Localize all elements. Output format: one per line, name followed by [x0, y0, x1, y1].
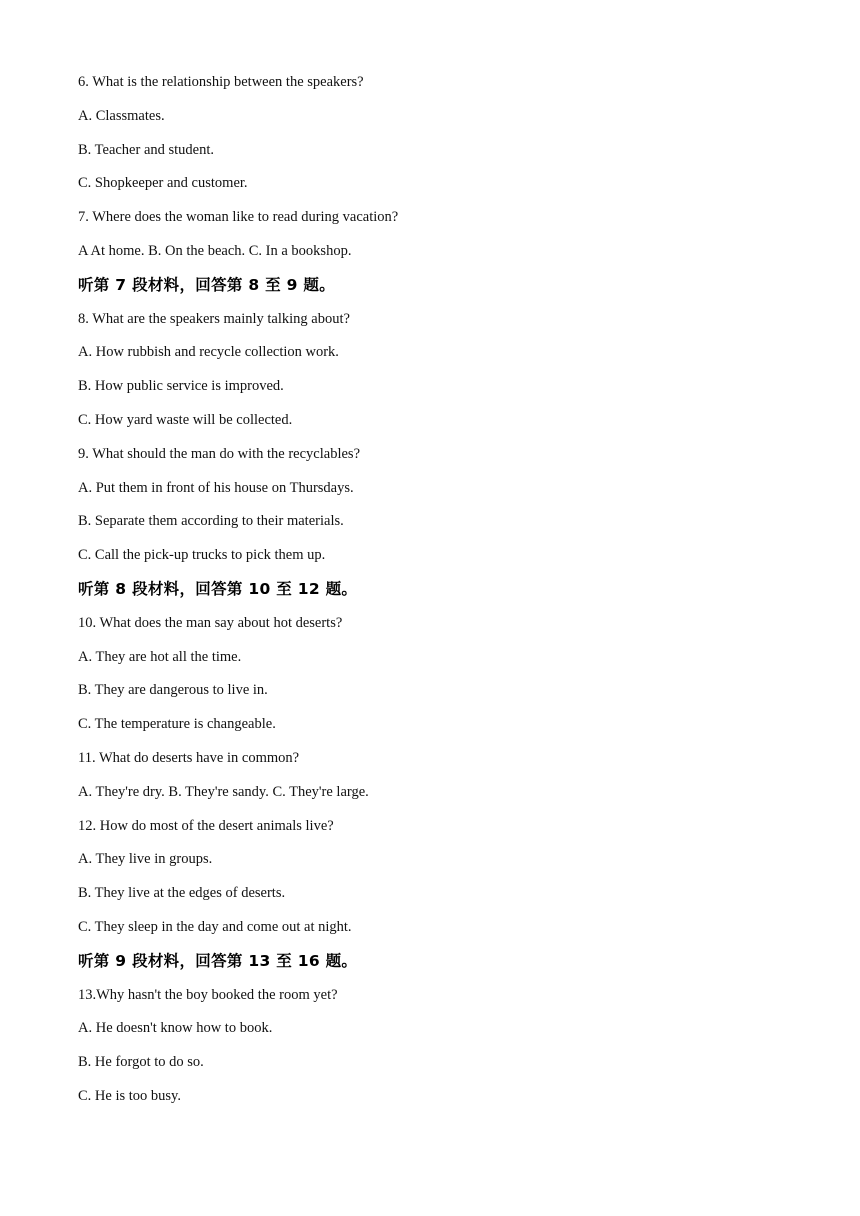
answer-option: C. Shopkeeper and customer. — [78, 175, 248, 192]
answer-option: C. Call the pick-up trucks to pick them up. — [78, 547, 326, 564]
answer-option: C. The temperature is changeable. — [78, 716, 276, 733]
question-text: 7. Where does the woman like to read during vacation? — [78, 209, 399, 226]
answer-option: C. He is too busy. — [78, 1087, 181, 1104]
answer-option: A. How rubbish and recycle collection work. — [78, 344, 339, 361]
answer-option: A. Classmates. — [78, 107, 165, 124]
question-text: 12. How do most of the desert animals live? — [78, 817, 334, 834]
answer-option: A. They live in groups. — [78, 851, 213, 868]
question-text: 10. What does the man say about hot deserts? — [78, 614, 343, 631]
question-text: 6. What is the relationship between the speakers? — [78, 74, 364, 90]
answer-option: B. How public service is improved. — [78, 378, 284, 395]
answer-option: C. How yard waste will be collected. — [78, 411, 293, 428]
answer-option: A. He doesn't know how to book. — [78, 1020, 273, 1037]
answer-options-inline: A At home. B. On the beach. C. In a bookshop. — [78, 242, 352, 259]
section-heading: 听第 7 段材料，回答第 8 至 9 题。 — [78, 275, 336, 294]
answer-option: B. They live at the edges of deserts. — [78, 885, 286, 902]
question-text: 11. What do deserts have in common? — [78, 749, 300, 766]
question-text: 9. What should the man do with the recyclables? — [78, 445, 360, 462]
answer-option: B. Teacher and student. — [78, 141, 215, 158]
answer-option: B. They are dangerous to live in. — [78, 682, 268, 699]
answer-option: C. They sleep in the day and come out at night. — [78, 918, 352, 935]
question-text: 13.Why hasn't the boy booked the room yet? — [78, 986, 338, 1003]
section-heading: 听第 9 段材料，回答第 13 至 16 题。 — [78, 951, 358, 970]
answer-option: B. He forgot to do so. — [78, 1054, 204, 1071]
answer-option: B. Separate them according to their materials. — [78, 513, 344, 530]
answer-options-inline: A. They're dry. B. They're sandy. C. They're large. — [78, 783, 369, 800]
section-heading: 听第 8 段材料，回答第 10 至 12 题。 — [78, 579, 358, 598]
question-text: 8. What are the speakers mainly talking about? — [78, 310, 350, 327]
document-content — [78, 72, 778, 1120]
answer-option: A. Put them in front of his house on Thursdays. — [78, 479, 354, 496]
answer-option: A. They are hot all the time. — [78, 648, 242, 665]
